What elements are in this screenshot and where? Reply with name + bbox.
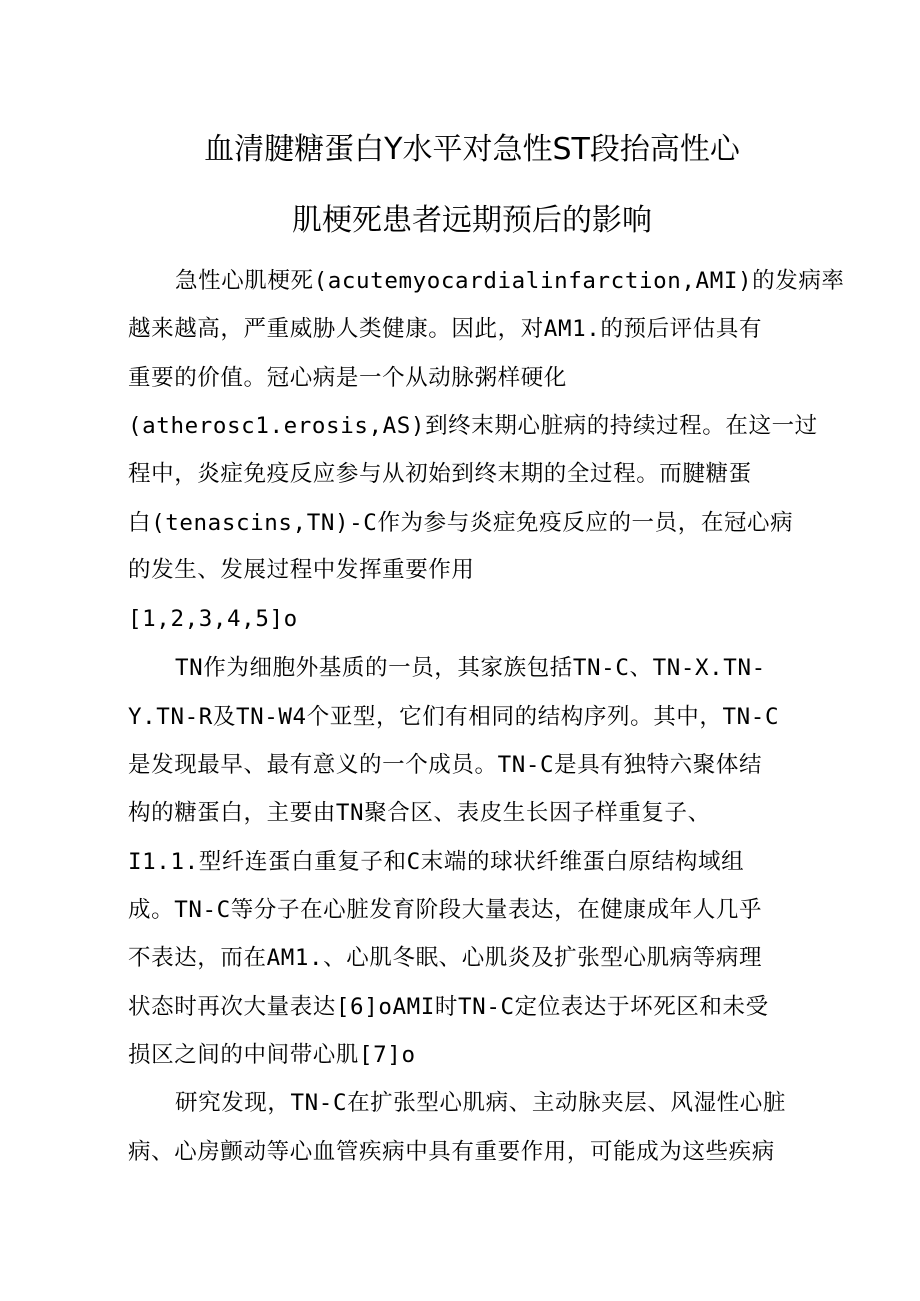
paragraph-2-line-5: I1.1.型纤连蛋白重复子和C末端的球状纤维蛋白原结构域组	[128, 849, 745, 875]
paragraph-1-line-2: 越来越高，严重威胁人类健康。因此，对AM1.的预后评估具有	[128, 316, 763, 342]
paragraph-1-line-4: (atherosc1.erosis,AS)到终末期心脏病的持续过程。在这一过	[128, 413, 818, 439]
paragraph-1-line-3: 重要的价值。冠心病是一个从动脉粥样硬化	[128, 365, 567, 391]
paragraph-2-line-9: 损区之间的中间带心肌[7]o	[128, 1042, 416, 1068]
paragraph-1-line-6: 白(tenascins,TN)-C作为参与炎症免疫反应的一员，在冠心病	[128, 510, 794, 536]
paragraph-3-line-2: 病、心房颤动等心血管疾病中具有重要作用，可能成为这些疾病	[128, 1139, 775, 1165]
paragraph-2-line-8: 状态时再次大量表达[6]oAMI时TN-C定位表达于坏死区和未受	[128, 994, 769, 1020]
document-title-line-1: 血清腱糖蛋白Y水平对急性ST段抬高性心	[204, 132, 740, 167]
paragraph-1-citation: [1,2,3,4,5]o	[128, 606, 298, 632]
paragraph-3-line-1: 研究发现，TN-C在扩张型心肌病、主动脉夹层、风湿性心脏	[175, 1090, 786, 1116]
paragraph-1-line-1: 急性心肌梗死(acutemyocardialinfarction,AMI)的发病率	[175, 268, 845, 294]
paragraph-2-line-3: 是发现最早、最有意义的一个成员。TN-C是具有独特六聚体结	[128, 752, 763, 778]
document-title-line-2: 肌梗死患者远期预后的影响	[292, 203, 652, 238]
paragraph-2-line-4: 构的糖蛋白，主要由TN聚合区、表皮生长因子样重复子、	[128, 800, 711, 826]
paragraph-1-line-5: 程中，炎症免疫反应参与从初始到终末期的全过程。而腱糖蛋	[128, 461, 752, 487]
paragraph-2-line-7: 不表达，而在AM1.、心肌冬眠、心肌炎及扩张型心肌病等病理	[128, 945, 763, 971]
paragraph-2-line-2: Y.TN-R及TN-W4个亚型，它们有相同的结构序列。其中，TN-C	[128, 704, 780, 730]
paragraph-2-line-1: TN作为细胞外基质的一员，其家族包括TN-C、TN-X.TN-	[175, 655, 766, 681]
paragraph-1-line-7: 的发生、发展过程中发挥重要作用	[128, 557, 475, 583]
paragraph-2-line-6: 成。TN-C等分子在心脏发育阶段大量表达，在健康成年人几乎	[128, 897, 763, 923]
